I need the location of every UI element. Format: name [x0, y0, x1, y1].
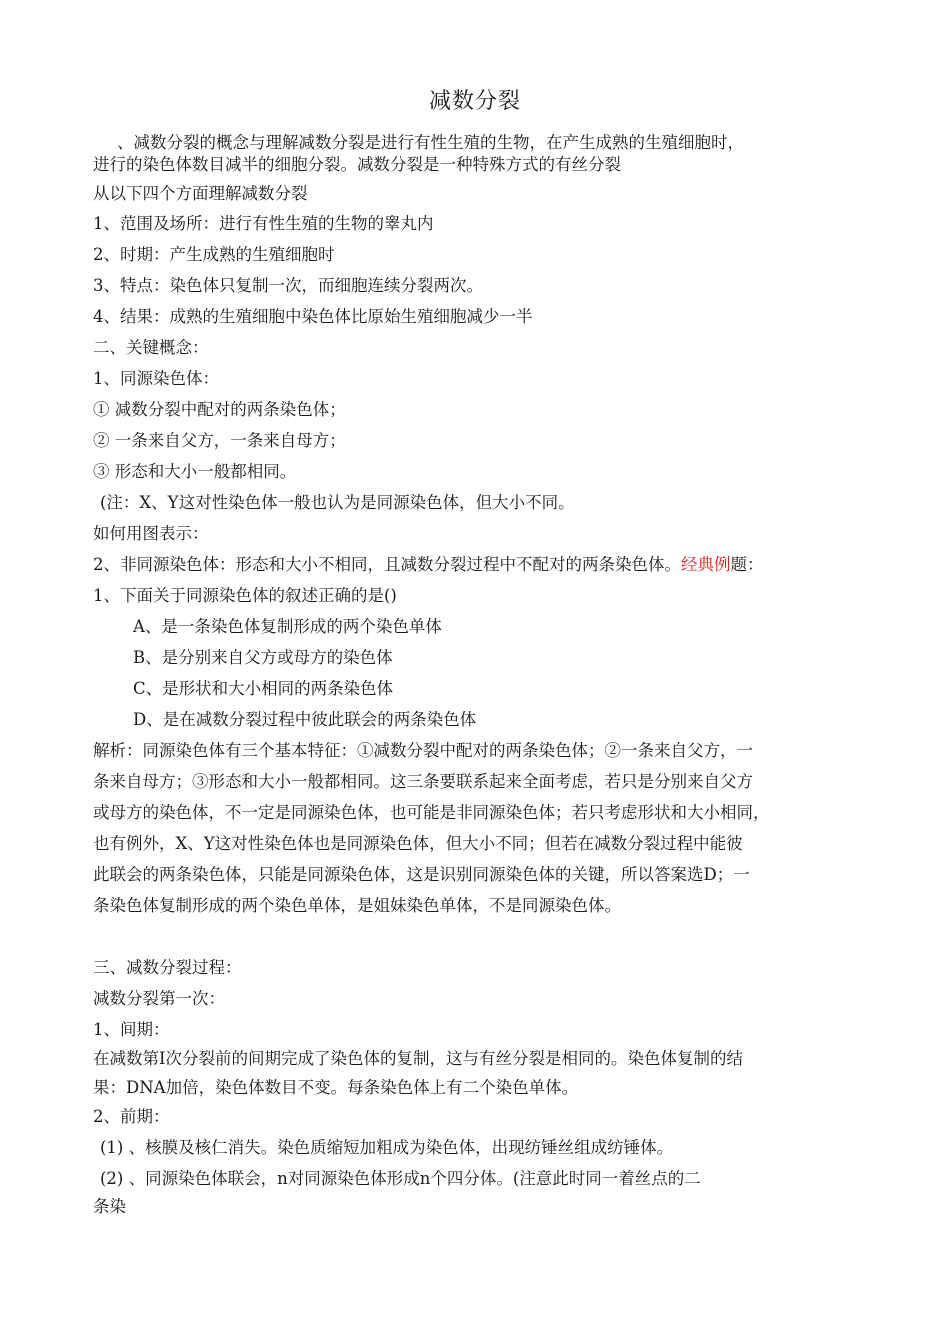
analysis-line: 条染色体复制形成的两个染色单体，是姐妹染色单体，不是同源染色体。: [93, 896, 621, 915]
interphase-heading: 1、间期：: [93, 1020, 170, 1039]
first-division-heading: 减数分裂第一次：: [93, 989, 225, 1008]
analysis-line: 此联会的两条染色体，只能是同源染色体，这是识别同源染色体的关键，所以答案选D；一: [93, 865, 750, 884]
homolog-heading: 1、同源染色体：: [93, 369, 219, 388]
nonhomolog-text: 2、非同源染色体：形态和大小不相同，且减数分裂过程中不配对的两条染色体。: [93, 555, 681, 574]
nonhomolog-definition: [93, 554, 883, 576]
question-option: C、是形状和大小相同的两条染色体: [133, 679, 394, 698]
prophase-item: (2) 、同源染色体联会，n对同源染色体形成n个四分体。(注意此时同一着丝点的二: [100, 1169, 701, 1188]
example-label: 经典例: [681, 555, 731, 574]
homolog-point: ② 一条来自父方，一条来自母方；: [93, 431, 346, 450]
question-option: B、是分别来自父方或母方的染色体: [133, 648, 393, 667]
prophase-item: (1) 、核膜及核仁消失。染色质缩短加粗成为染色体，出现纺锤丝组成纺锤体。: [100, 1138, 674, 1157]
homolog-note: (注：X、Y这对性染色体一般也认为是同源染色体，但大小不同。: [100, 493, 575, 512]
interphase-text: 果：DNA加倍，染色体数目不变。每条染色体上有二个染色单体。: [93, 1078, 579, 1097]
prophase-heading: 2、前期：: [93, 1107, 170, 1126]
section-heading-process: 三、减数分裂过程：: [93, 958, 242, 977]
question-option: D、是在减数分裂过程中彼此联会的两条染色体: [133, 710, 477, 729]
prophase-item-continuation: 条染: [93, 1197, 126, 1216]
homolog-point: ③ 形态和大小一般都相同。: [93, 462, 297, 481]
intro-line-1: 、减数分裂的概念与理解减数分裂是进行有性生殖的生物，在产生成熟的生殖细胞时，: [117, 133, 744, 152]
aspect-item: 2、时期：产生成熟的生殖细胞时: [93, 245, 335, 264]
question-stem: 1、下面关于同源染色体的叙述正确的是(): [93, 586, 397, 605]
how-to-show: 如何用图表示：: [93, 524, 209, 543]
example-suffix: 题：: [730, 555, 764, 574]
aspect-item: 4、结果：成熟的生殖细胞中染色体比原始生殖细胞减少一半: [93, 307, 533, 326]
intro-line-2: 进行的染色体数目减半的细胞分裂。减数分裂是一种特殊方式的有丝分裂: [93, 155, 621, 174]
analysis-line: 也有例外，X、Y这对性染色体也是同源染色体，但大小不同；但若在减数分裂过程中能彼: [93, 834, 743, 853]
analysis-line: 条来自母方；③形态和大小一般都相同。这三条要联系起来全面考虑，若只是分别来自父方: [93, 772, 753, 791]
page-title: 减数分裂: [428, 89, 521, 114]
analysis-line: 或母方的染色体，不一定是同源染色体，也可能是非同源染色体；若只考虑形状和大小相同，: [93, 803, 770, 822]
aspect-item: 1、范围及场所：进行有性生殖的生物的睾丸内: [93, 214, 434, 233]
analysis-line: 解析：同源染色体有三个基本特征：①减数分裂中配对的两条染色体；②一条来自父方，一: [93, 741, 753, 760]
aspect-item: 3、特点：染色体只复制一次，而细胞连续分裂两次。: [93, 276, 483, 295]
intro-line-3: 从以下四个方面理解减数分裂: [93, 184, 308, 203]
question-option: A、是一条染色体复制形成的两个染色单体: [133, 617, 442, 636]
section-heading-concepts: 二、关键概念：: [93, 338, 209, 357]
interphase-text: 在减数第Ⅰ次分裂前的间期完成了染色体的复制，这与有丝分裂是相同的。染色体复制的结: [93, 1049, 744, 1068]
homolog-point: ① 减数分裂中配对的两条染色体；: [93, 400, 346, 419]
